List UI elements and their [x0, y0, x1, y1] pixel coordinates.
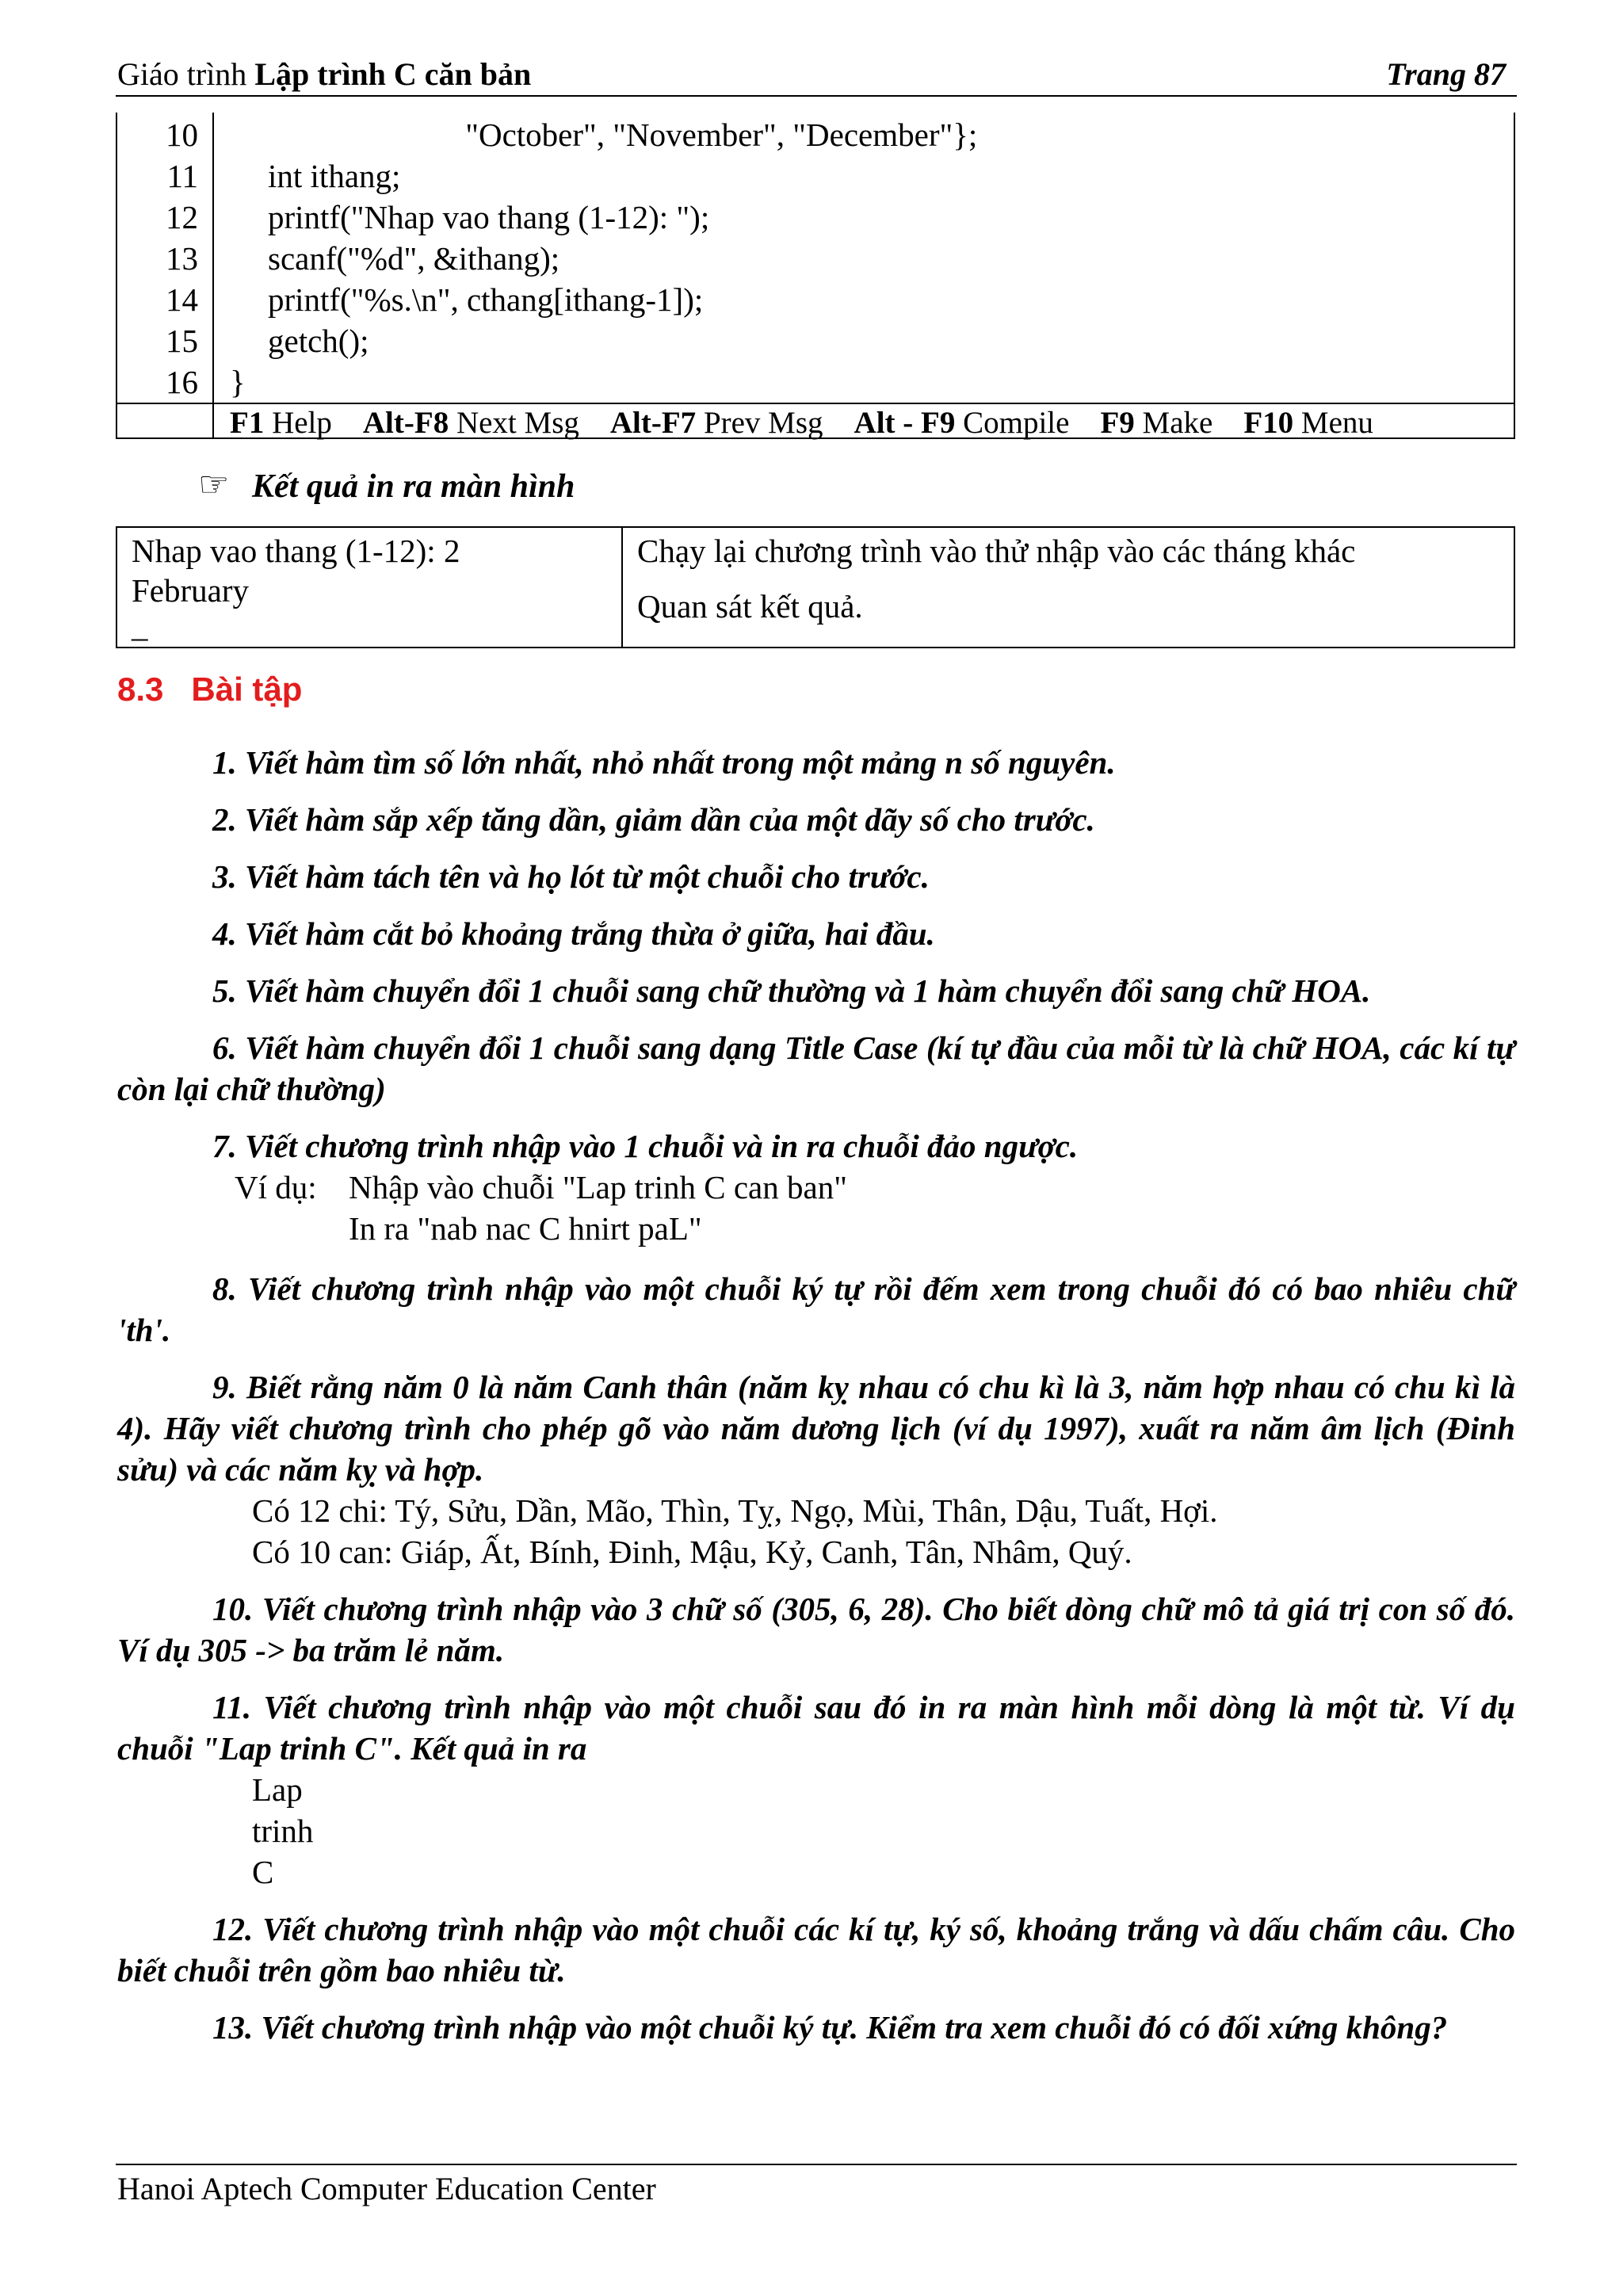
- exercise-text: 4. Viết hàm cắt bỏ khoảng trắng thừa ở giữa, hai đầu.: [212, 915, 935, 952]
- exercise-text: 12. Viết chương trình nhập vào một chuỗi các kí tự, ký số, khoảng trắng và dấu chấm câu. Cho biết chuỗi trên gồm bao nhiêu từ.: [117, 1911, 1515, 1988]
- output-word: trinh: [252, 1813, 314, 1849]
- exercise-text: 1. Viết hàm tìm số lớn nhất, nhỏ nhất trong một mảng n số nguyên.: [212, 744, 1116, 781]
- exercise-item: [117, 1588, 1515, 1671]
- key-f1: F1: [230, 406, 265, 440]
- key-alt-f9: Alt - F9: [854, 406, 956, 440]
- exercise-text: 6. Viết hàm chuyển đổi 1 chuỗi sang dạng Title Case (kí tự đầu của mỗi từ là chữ HOA, các kí tự còn lại chữ thường): [117, 1030, 1515, 1107]
- ide-keybar: [230, 406, 1373, 441]
- key-f9-label: Make: [1142, 406, 1213, 440]
- key-alt-f7-label: Prev Msg: [703, 406, 823, 440]
- code-line: getch();: [268, 323, 369, 359]
- key-alt-f9-label: Compile: [963, 406, 1070, 440]
- result-notes: [637, 531, 1355, 626]
- exercise-text: 11. Viết chương trình nhập vào một chuỗi sau đó in ra màn hình mỗi dòng là một từ. Ví dụ chuỗi "Lap trinh C". Kết quả in ra: [117, 1689, 1515, 1767]
- code-line: "October", "November", "December"};: [230, 117, 978, 153]
- key-f10-label: Menu: [1300, 406, 1373, 440]
- result-divider: [621, 526, 623, 648]
- page-number: Trang 87: [1386, 56, 1506, 92]
- exercise-text: 8. Viết chương trình nhập vào một chuỗi ký tự rồi đếm xem trong chuỗi đó có bao nhiêu chữ 'th'.: [117, 1270, 1515, 1348]
- footer-rule: [116, 2164, 1517, 2165]
- exercise-item: [117, 1027, 1515, 1110]
- line-number: 14: [166, 281, 198, 318]
- can-list: Có 10 can: Giáp, Ất, Bính, Đinh, Mậu, Kỷ, Canh, Tân, Nhâm, Quý.: [252, 1534, 1132, 1570]
- line-number: 10: [166, 117, 198, 153]
- exercise-text: 5. Viết hàm chuyển đổi 1 chuỗi sang chữ thường và 1 hàm chuyển đổi sang chữ HOA.: [212, 972, 1371, 1009]
- exercise-text: 3. Viết hàm tách tên và họ lót từ một chuỗi cho trước.: [212, 858, 930, 895]
- exercise-text: 2. Viết hàm sắp xếp tăng dần, giảm dần của một dãy số cho trước.: [212, 801, 1095, 838]
- key-f9: F9: [1100, 406, 1135, 440]
- exercise-item: [117, 742, 1515, 783]
- line-number-gutter: [212, 113, 214, 439]
- header-prefix: Giáo trình: [117, 56, 247, 92]
- console-cursor: _: [132, 607, 148, 644]
- exercise-text: 13. Viết chương trình nhập vào một chuỗi ký tự. Kiểm tra xem chuỗi đó có đối xứng không?: [212, 2009, 1448, 2046]
- note-line: Chạy lại chương trình vào thử nhập vào các tháng khác: [637, 533, 1356, 569]
- exercise-text: 9. Biết rằng năm 0 là năm Canh thân (năm kỵ nhau có chu kì là 3, năm hợp nhau có chu kì là 4). Hãy viết chương trình cho phép gõ vào năm dương lịch (ví dụ 1997), xuất ra năm âm lịch (Đinh sửu) và các năm kỵ và hợp.: [117, 1369, 1515, 1488]
- line-number: 16: [166, 364, 198, 400]
- exercise-item: [117, 1125, 1515, 1167]
- key-alt-f7: Alt-F7: [609, 406, 697, 440]
- exercise-item: [117, 799, 1515, 840]
- line-number: 13: [166, 240, 198, 277]
- section-heading: [117, 670, 302, 709]
- keybar-separator: [116, 403, 1515, 404]
- line-number: 12: [166, 199, 198, 235]
- line-number: 11: [166, 158, 198, 194]
- exercise-item: [117, 856, 1515, 897]
- code-line: int ithang;: [268, 158, 401, 194]
- example-input: Nhập vào chuỗi "Lap trinh C can ban": [349, 1169, 847, 1205]
- exercise-item: [117, 1268, 1515, 1350]
- section-number: 8.3: [117, 670, 164, 708]
- console-line: Nhap vao thang (1-12): 2: [132, 533, 460, 569]
- exercise-text: 10. Viết chương trình nhập vào 3 chữ số (305, 6, 28). Cho biết dòng chữ mô tả giá trị con số đó. Ví dụ 305 -> ba trăm lẻ năm.: [117, 1591, 1515, 1668]
- result-heading: Kết quả in ra màn hình: [252, 468, 575, 505]
- output-word: Lap: [252, 1771, 303, 1808]
- code-line: printf("Nhap vao thang (1-12): ");: [268, 199, 710, 235]
- header-rule: [116, 95, 1517, 97]
- line-number: 15: [166, 323, 198, 359]
- pointing-hand-icon: ☞: [198, 465, 230, 504]
- console-output: [132, 531, 460, 644]
- exercise-item: [117, 970, 1515, 1011]
- key-f1-label: Help: [272, 406, 332, 440]
- key-alt-f8-label: Next Msg: [456, 406, 579, 440]
- chi-list: Có 12 chi: Tý, Sửu, Dần, Mão, Thìn, Tỵ, Ngọ, Mùi, Thân, Dậu, Tuất, Hợi.: [252, 1492, 1218, 1529]
- exercise-item: [117, 1687, 1515, 1769]
- exercise-item: [117, 913, 1515, 954]
- exercise-item: [117, 1366, 1515, 1490]
- code-line: printf("%s.\n", cthang[ithang-1]);: [268, 281, 704, 318]
- exercise-item: [117, 1908, 1515, 1991]
- code-line: scanf("%d", &ithang);: [268, 240, 560, 277]
- section-title: Bài tập: [191, 670, 303, 708]
- example-label: Ví dụ:: [235, 1169, 317, 1205]
- running-header: [117, 55, 531, 93]
- key-alt-f8: Alt-F8: [362, 406, 449, 440]
- output-word: C: [252, 1854, 274, 1890]
- exercise-item: [117, 2007, 1515, 2048]
- code-line: }: [230, 364, 246, 400]
- footer-text: Hanoi Aptech Computer Education Center: [117, 2171, 656, 2206]
- example-output: In ra "nab nac C hnirt paL": [349, 1210, 702, 1247]
- note-line: Quan sát kết quả.: [637, 588, 863, 625]
- console-line: February: [132, 572, 250, 609]
- exercise-text: 7. Viết chương trình nhập vào 1 chuỗi và in ra chuỗi đảo ngược.: [212, 1128, 1079, 1164]
- key-f10: F10: [1243, 406, 1294, 440]
- book-title: Lập trình C căn bản: [254, 56, 532, 92]
